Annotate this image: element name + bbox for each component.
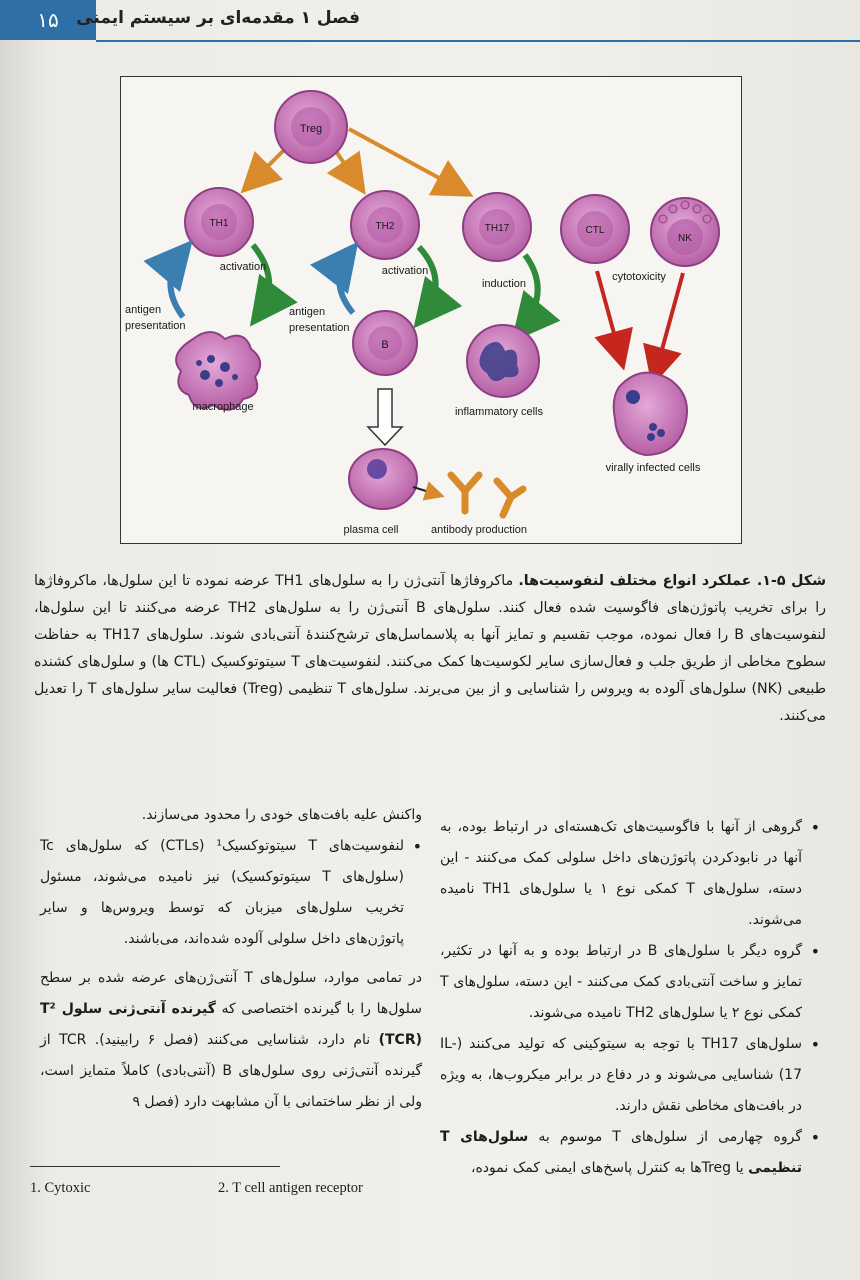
activation-arrow-2	[419, 247, 436, 319]
caption-body: ماکروفاژها آنتی‌ژن را به سلول‌های TH1 عرضه نموده تا این سلول‌ها، ماکروفاژها را برای تخریب پاتوژن‌های فاگوسیت شده فعال کنند. سلول‌های B آنتی‌ژن را به سلول‌های TH2 عرضه می‌کنند تا این سلول‌ها، لنفوسیت‌های B را فعال نموده، موجب تقسیم و تمایز آنها به پلاسماسل‌های ترشح‌کنندهٔ آنتی‌بادی شوند. سلول‌های TH17 به حفاظت سطوح مخاطی از طریق جلب و فعال‌سازی سایر لکوسیت‌ها کمک می‌کنند. لنفوسیت‌های T سیتوتوکسیک (CTL ها) و سلول‌های کشنده طبیعی (NK) سلول‌های آلوده به ویروس را شناسایی و از بین می‌برند. سلول‌های T تنظیمی (Treg) فعالیت سایر سلول‌های T را تعدیل می‌کنند.	[34, 573, 826, 724]
antigen-presentation-label-1b: presentation	[125, 320, 186, 332]
th2-label: TH2	[375, 221, 395, 232]
footnote-rule	[30, 1166, 280, 1167]
bullet-treg-keyword: سلول‌های T تنظیمی	[440, 1129, 802, 1176]
bullet-th17: • سلول‌های TH17 با توجه به سیتوکینی که تولید می‌کنند (IL-17) شناسایی می‌شوند و در دفاع در برابر میکروب‌ها، به ویژه در بافت‌های مخاطی نقش دارند.	[440, 1029, 820, 1122]
antigen-presentation-arrow-2	[339, 251, 353, 313]
chapter-title: فصل ۱ مقدمه‌ای بر سیستم ایمنی	[76, 8, 360, 28]
caption-title: شکل ۵-۱. عملکرد انواع مختلف لنفوسیت‌ها.	[518, 573, 827, 589]
antigen-presentation-arrow-1	[170, 249, 185, 317]
antibody-2-icon	[497, 481, 523, 515]
activation-arrow-1	[253, 245, 269, 317]
antibody-arrow	[413, 487, 439, 495]
ctl-cytotoxicity-arrow	[597, 271, 621, 359]
page-number: ۱۵	[0, 0, 96, 40]
inflammatory-cells-label: inflammatory cells	[454, 406, 544, 418]
tcr-paragraph	[40, 963, 422, 1118]
activation-label-1: activation	[219, 261, 267, 273]
bullet-treg-part1: گروه چهارمی از سلول‌های T موسوم به	[528, 1129, 802, 1145]
antibody-1-icon	[451, 475, 479, 511]
tcr-keyword: گیرنده آنتی‌ژنی سلول T² (TCR)	[40, 1001, 423, 1048]
bullet-ctl: • لنفوسیت‌های T سیتوتوکسیک¹ (CTLs) که سلول‌های Tc (سلول‌های T سیتوتوکسیک) نیز نامیده می‌شوند، مسئول تخریب سلول‌های میزبان که توسط ویروس‌ها و سایر پاتوژن‌های داخل سلولی آلوده شده‌اند، می‌باشند.	[40, 831, 422, 955]
bullet-treg-part2: یا Tregها به کنترل پاسخ‌های ایمنی کمک نموده،	[470, 1160, 749, 1176]
antibody-production-label: antibody production	[430, 524, 528, 536]
th1-label: TH1	[209, 218, 229, 229]
plasma-cell-label: plasma cell	[343, 524, 399, 536]
footnote-2: 2. T cell antigen receptor	[218, 1180, 363, 1196]
page-header	[0, 0, 860, 44]
header-rule	[96, 40, 860, 42]
plasma-cell	[349, 449, 417, 509]
left-column	[40, 800, 422, 1118]
macrophage-label: macrophage	[192, 401, 254, 413]
virally-infected-cell	[614, 373, 687, 455]
activation-label-2: activation	[381, 265, 429, 277]
right-column	[440, 812, 820, 1184]
antigen-presentation-label-2b: presentation	[289, 322, 350, 334]
nk-cytotoxicity-arrow	[655, 273, 683, 375]
figure-diagram	[121, 77, 741, 543]
treg-to-th17-arrow	[349, 129, 463, 191]
figure-caption	[34, 568, 826, 730]
induction-label: induction	[481, 278, 527, 290]
b-label: B	[381, 339, 389, 351]
bullet-th1: • گروهی از آنها با فاگوسیت‌های تک‌هسته‌ای در ارتباط بوده، به آنها در نابودکردن پاتوژن‌های داخل سلولی کمک می‌کنند - این دسته، سلول‌های T کمکی نوع ۱ یا سلول‌های TH1 نامیده می‌شوند.	[440, 812, 820, 936]
cytotoxicity-label: cytotoxicity	[612, 271, 666, 283]
macrophage-cell	[176, 332, 260, 410]
bullet-treg	[440, 1122, 820, 1184]
differentiation-arrow	[368, 389, 402, 445]
treg-label: Treg	[299, 123, 323, 135]
antigen-presentation-label-2a: antigen	[289, 306, 326, 318]
antigen-presentation-label-1a: antigen	[125, 304, 162, 316]
tcr-paragraph-part1: در تمامی موارد، سلول‌های T آنتی‌ژن‌های عرضه شده بر سطح سلول‌ها را با گیرنده اختصاصی که	[40, 970, 423, 1017]
induction-arrow	[519, 255, 538, 333]
bullet-th2: • گروه دیگر با سلول‌های B در ارتباط بوده و به آنها در تکثیر، تمایز و ساخت آنتی‌بادی کمک می‌کنند - این دسته، سلول‌های T کمکی نوع ۲ یا سلول‌های TH2 نامیده می‌شوند.	[440, 936, 820, 1029]
footnote-1: 1. Cytoxic	[30, 1180, 91, 1196]
tcr-paragraph-part2: نام دارد، شناسایی می‌کنند (فصل ۶ رابینید). TCR از گیرنده آنتی‌ژنی روی سلول‌های B (آنتی‌بادی) کاملاً متمایز است، ولی از نظر ساختمانی با آن مشابهت دارد (فصل ۹	[40, 1032, 422, 1110]
virally-infected-cells-label: virally infected cells	[605, 462, 701, 474]
th17-label: TH17	[484, 223, 510, 234]
ctl-label: CTL	[585, 225, 605, 236]
left-column-line1: واکنش علیه بافت‌های خودی را محدود می‌سازند.	[141, 807, 422, 823]
nk-label: NK	[678, 233, 692, 244]
lymphocyte-figure	[120, 76, 742, 544]
